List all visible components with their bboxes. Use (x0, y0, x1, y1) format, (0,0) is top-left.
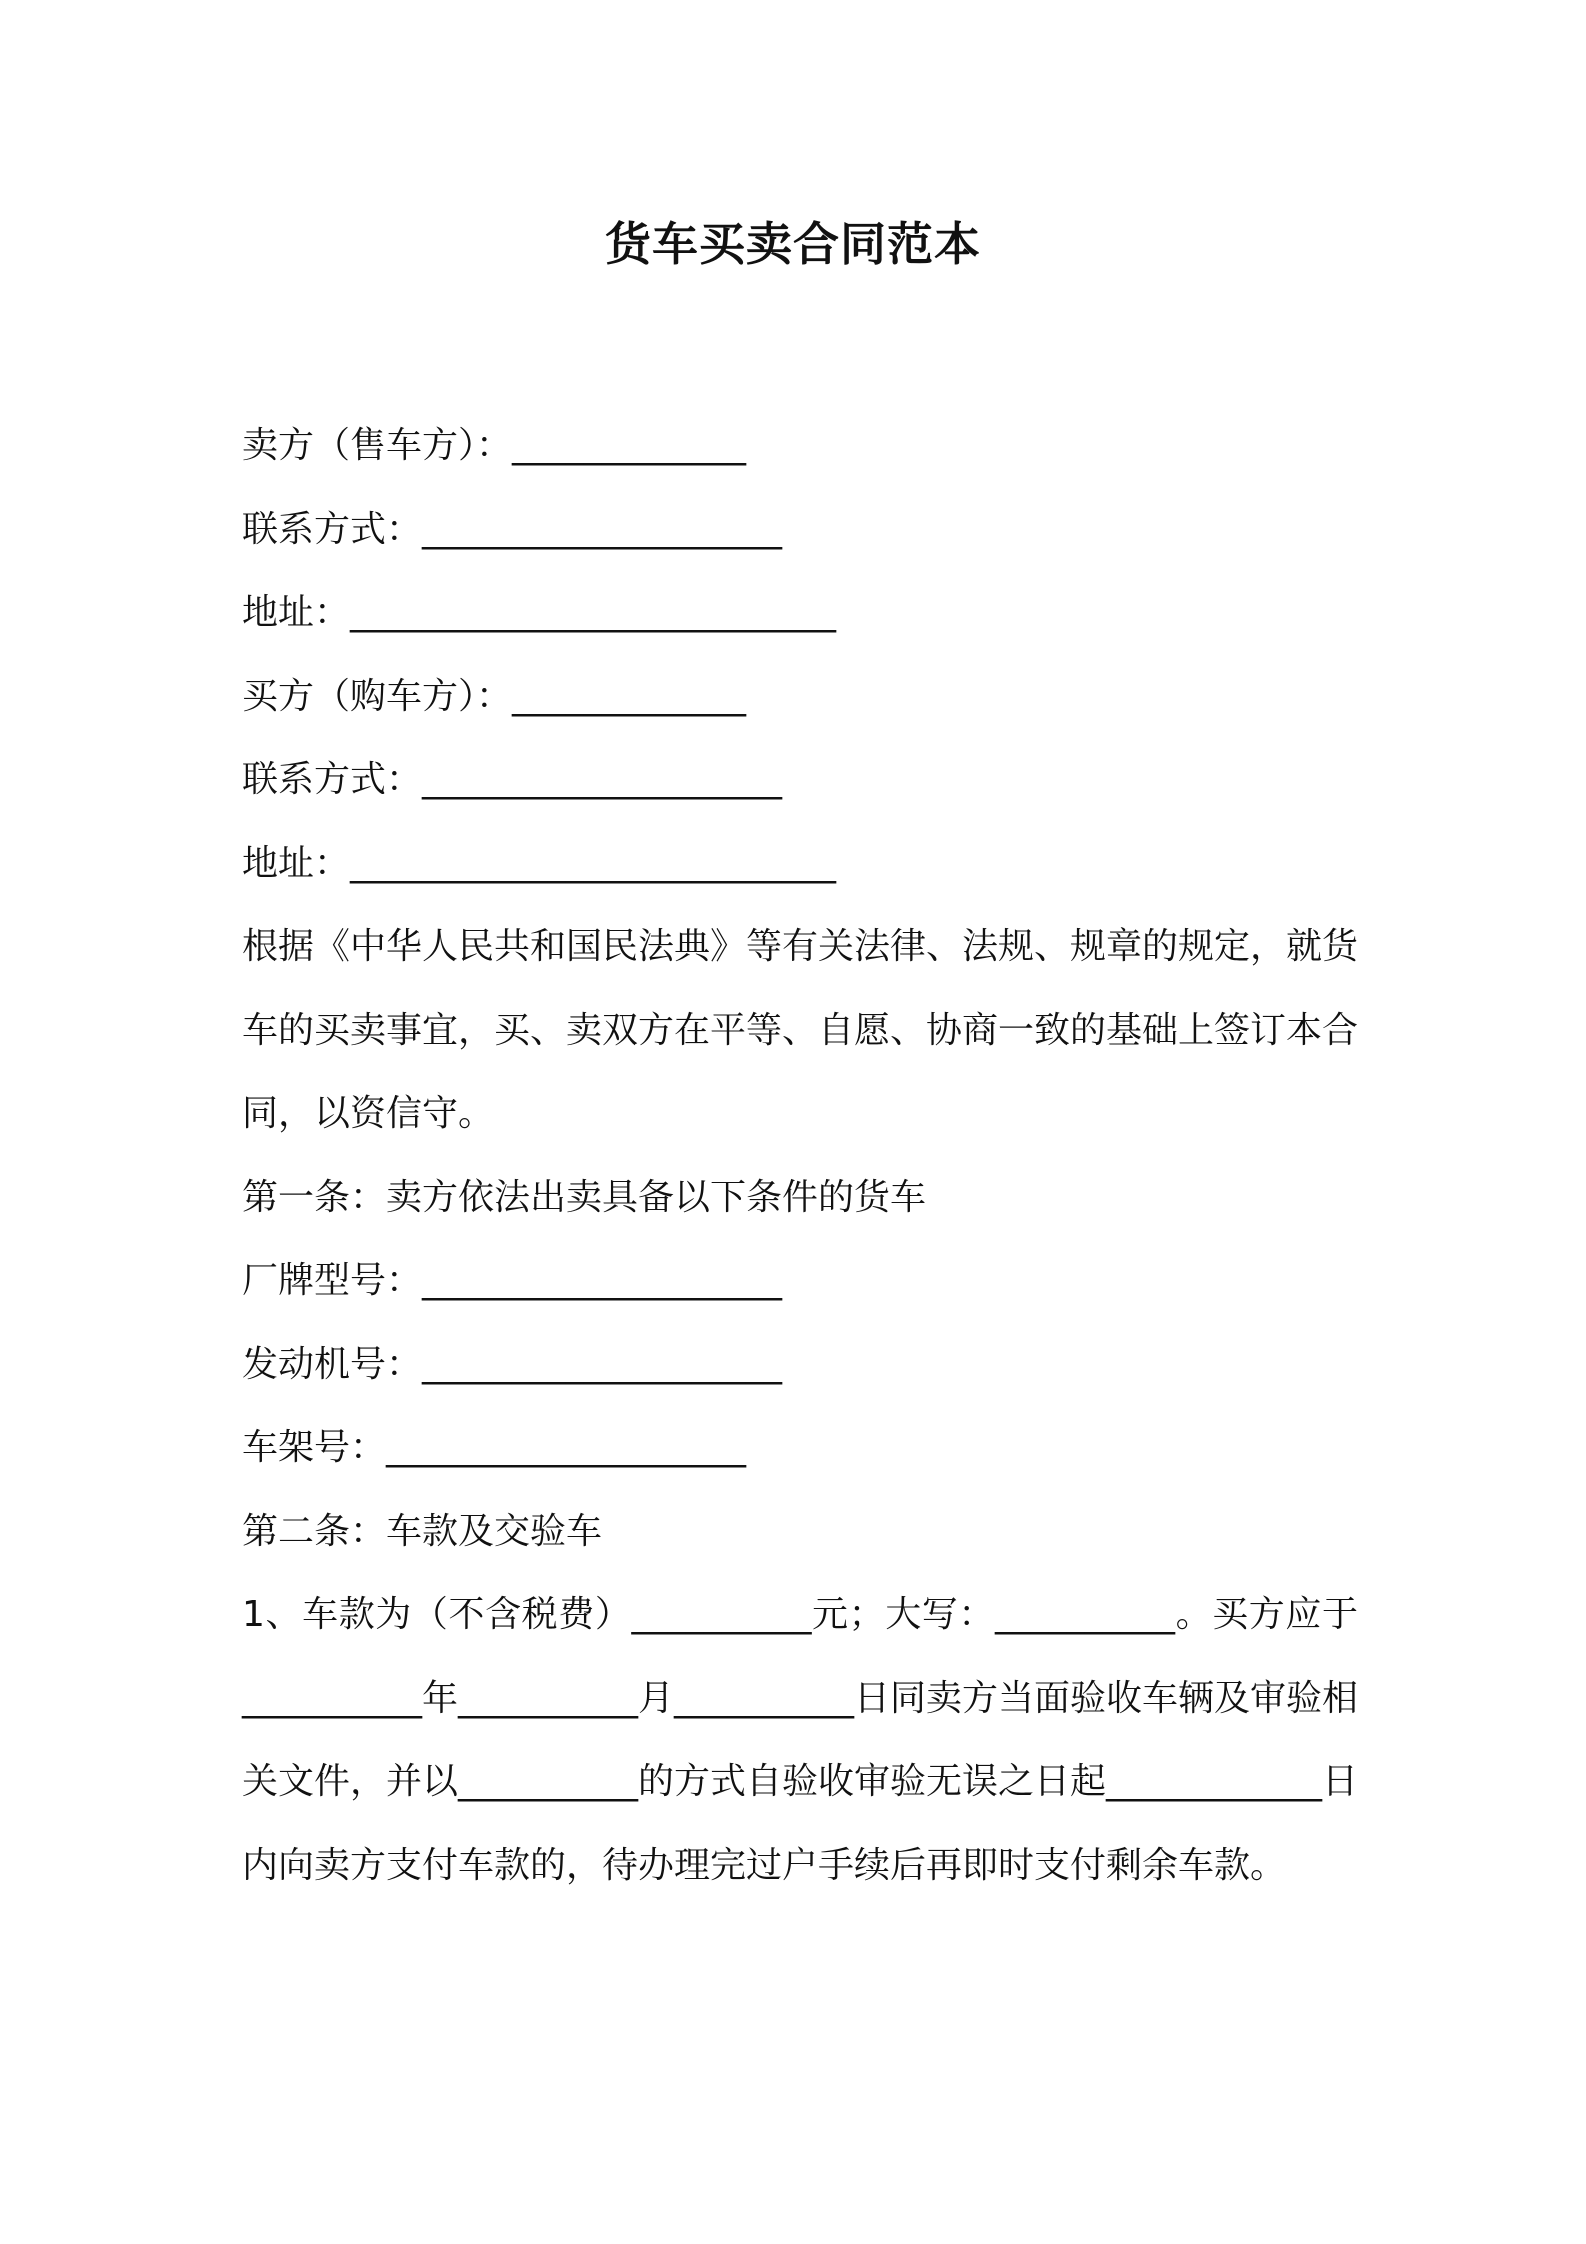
article2-heading: 第二条：车款及交验车 (242, 1510, 603, 1552)
document-body (242, 404, 1358, 1907)
article1-heading: 第一条：卖方依法出卖具备以下条件的货车 (242, 1176, 927, 1218)
buyer-address-line: 地址：___________________________ (242, 842, 837, 884)
seller-label-line: 卖方（售车方）：_____________ (242, 425, 747, 466)
article2-clause1-paragraph: 1、车款为（不含税费）__________元；大写：__________。买方应于__________年__________月__________日同卖方当面验收车辆及审验相关文件，并以__________的方式自验收审验无误之日起____________日内向卖方支付车款的，待办理完过户手续后再即时支付剩余车款。 (242, 1594, 1359, 1886)
seller-contact-line: 联系方式：____________________ (242, 508, 783, 550)
chassis-number-line: 车架号：____________________ (242, 1427, 747, 1468)
document-title: 货车买卖合同范本 (605, 217, 981, 271)
engine-number-line: 发动机号：____________________ (242, 1343, 783, 1385)
brand-model-line: 厂牌型号：____________________ (242, 1260, 783, 1301)
buyer-contact-line: 联系方式：____________________ (242, 759, 783, 800)
buyer-label-line: 买方（购车方）：_____________ (242, 675, 747, 717)
seller-address-line: 地址：___________________________ (242, 592, 837, 633)
preamble-paragraph: 根据《中华人民共和国民法典》等有关法律、法规、规章的规定，就货车的买卖事宜，买、卖双方在平等、自愿、协商一致的基础上签订本合同，以资信守。 (242, 926, 1359, 1134)
